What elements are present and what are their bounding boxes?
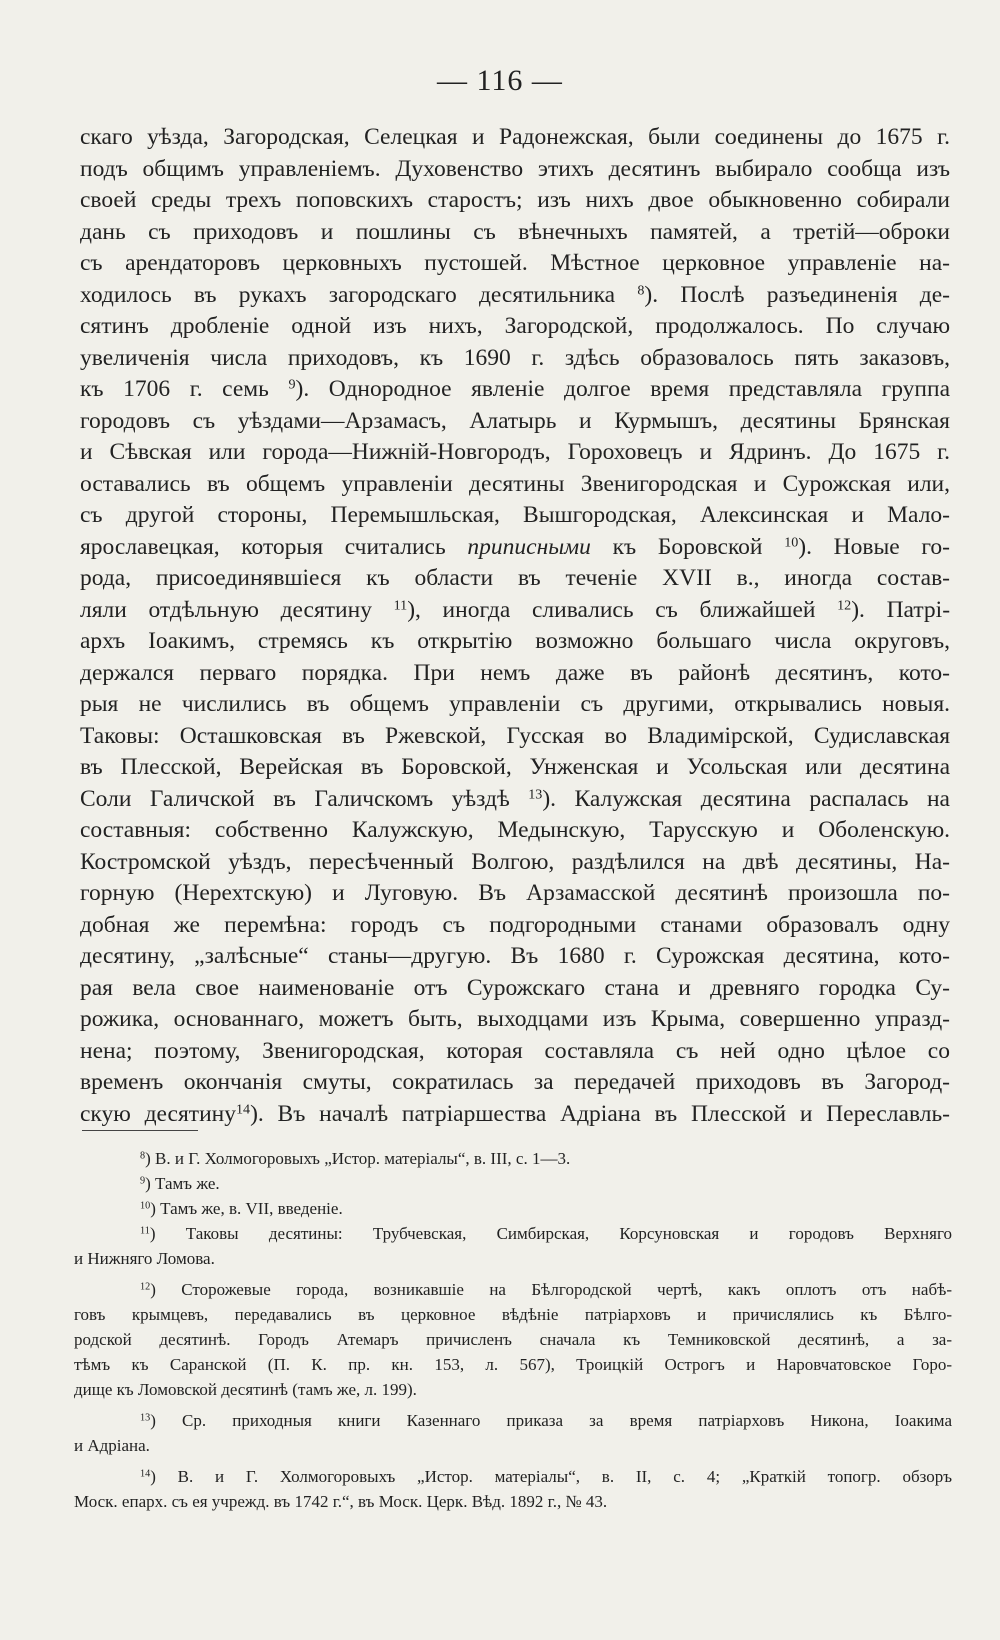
footnote-text: Таковы десятины: Трубчевская, Симбирская, Корсуновская и городовъ Верхняго xyxy=(185,1224,952,1243)
footnote-13: $^{13}$) Ср. приходныя книги Казеннаго приказа за время патріарховъ Никона, Іоакима xyxy=(140,1411,952,1430)
text-segment: къ Боровской xyxy=(590,533,763,560)
text-line: съ арендаторовъ церковныхъ пустошей. Мѣстное церковное управленіе на- xyxy=(80,250,950,276)
footnotes xyxy=(74,1146,952,1514)
text-line: и Сѣвская или города—Нижній-Новгородъ, Гороховецъ и Ядринъ. До 1675 г. xyxy=(80,439,950,465)
text-line: рыя не числились въ общемъ управленіи съ другими, открывались новыя. xyxy=(80,691,950,717)
footnote-10: $^{10}$) Тамъ же, в. VII, введеніе. xyxy=(140,1199,343,1218)
footnote-ref: 8 xyxy=(637,281,645,298)
italic-term: приписными xyxy=(467,533,591,560)
text-line: дань съ приходовъ и пошлины съ вѣнечныхъ памятей, а третій—оброки xyxy=(80,218,950,245)
footnote-marker: 8 xyxy=(140,1150,146,1162)
footnote-marker: 9 xyxy=(140,1175,146,1187)
footnote-marker: 13 xyxy=(140,1412,151,1424)
footnote-text: В. и Г. Холмогоровыхъ „Истор. матеріалы“, в. II, с. 4; „Краткій топогр. обзоръ xyxy=(177,1467,952,1486)
text-segment: ляли отдѣльную десятину xyxy=(80,596,372,623)
footnote-13-cont: и Адріана. xyxy=(74,1436,150,1455)
text-line: составныя: собственно Калужскую, Медынскую, Тарусскую и Оболенскую. xyxy=(80,817,950,843)
footnote-separator xyxy=(82,1130,198,1131)
text-line: скаго уѣзда, Загородская, Селецкая и Радонежская, были соединены до 1675 г. xyxy=(80,124,950,150)
text-line: держался перваго порядка. При немъ даже въ районѣ десятинъ, кото- xyxy=(80,659,950,686)
footnote-ref: 9 xyxy=(288,376,296,393)
text-line xyxy=(80,784,950,816)
footnote-text: Тамъ же. xyxy=(155,1174,220,1193)
footnote-marker: 14 xyxy=(140,1468,151,1480)
text-line: рода, присоединявшіеся къ области въ теченіе XVII в., иногда состав- xyxy=(80,565,950,591)
footnote-12-cont: тѣмъ къ Саранской (П. К. пр. кн. 153, л. 567), Троицкій Острогъ и Наровчатовское Горо- xyxy=(74,1355,952,1374)
text-line: рая вела свое наименованіе отъ Сурожскаго стана и древняго городка Су- xyxy=(80,974,950,1001)
footnote-12-cont: дище къ Ломовской десятинѣ (тамъ же, л. 199). xyxy=(74,1380,417,1399)
text-line: городовъ съ уѣздами—Арзамасъ, Алатырь и Курмышъ, десятины Брянская xyxy=(80,407,950,434)
text-line: увеличенія числа приходовъ, къ 1690 г. здѣсь образовалось пять заказовъ, xyxy=(80,344,950,371)
footnote-marker: 11 xyxy=(140,1225,150,1237)
text-line: добная же перемѣна: городъ съ подгородными станами образовалъ одну xyxy=(80,911,950,938)
footnote-ref: 14 xyxy=(235,1100,251,1117)
footnote-marker: 10 xyxy=(140,1200,151,1212)
text-line: временъ окончанія смуты, сократилась за передачей приходовъ въ Загород- xyxy=(80,1069,950,1095)
text-line: Костромской уѣздъ, пересѣченный Волгою, раздѣлился на двѣ десятины, На- xyxy=(80,848,950,875)
text-segment: ). Калужская десятина распалась на xyxy=(542,785,950,812)
footnote-ref: 10 xyxy=(784,533,799,550)
text-line: архъ Іоакимъ, стремясь къ открытію возможно большаго числа округовъ, xyxy=(80,628,950,654)
text-line xyxy=(80,532,950,564)
footnote-text: В. и Г. Холмогоровыхъ „Истор. матеріалы“, в. III, с. 1—3. xyxy=(155,1149,571,1168)
footnote-text: Ср. приходныя книги Казеннаго приказа за время патріарховъ Никона, Іоакима xyxy=(182,1411,952,1430)
footnote-14-cont: Моск. епарх. съ ея учрежд. въ 1742 г.“, въ Моск. Церк. Вѣд. 1892 г., № 43. xyxy=(74,1492,608,1511)
text-line: нена; поэтому, Звенигородская, которая составляла съ ней одно цѣлое со xyxy=(80,1037,950,1064)
text-segment: ), иногда сливались съ ближайшей xyxy=(407,596,816,623)
footnote-11: $^{11}$) Таковы десятины: Трубчевская, Симбирская, Корсуновская и городовъ Верхняго xyxy=(140,1224,952,1243)
text-line: Таковы: Осташковская въ Ржевской, Гусская во Владимірской, Судиславская xyxy=(80,722,950,749)
footnote-14: $^{14}$) В. и Г. Холмогоровыхъ „Истор. матеріалы“, в. II, с. 4; „Краткій топогр. обзоръ xyxy=(140,1467,952,1486)
text-line: десятину, „залѣсные“ станы—другую. Въ 1680 г. Сурожская десятина, кото- xyxy=(80,943,950,969)
footnote-ref: 11 xyxy=(393,596,408,613)
text-line: въ Плесской, Верейская въ Боровской, Унженская и Усольская или десятина xyxy=(80,754,950,780)
text-segment: скую десятину xyxy=(80,1100,236,1127)
text-segment: ярославецкая, которыя считались xyxy=(80,533,446,560)
body-text xyxy=(80,122,950,1130)
footnote-12: $^{12}$) Сторожевые города, возникавшіе на Бѣлгородской чертѣ, какъ оплотъ отъ набѣ- xyxy=(140,1280,952,1299)
text-segment: къ 1706 г. семь xyxy=(80,376,269,402)
text-line xyxy=(80,1099,950,1131)
text-line: оставались въ общемъ управленіи десятины Звенигородская и Сурожская или, xyxy=(80,470,950,497)
footnote-text: Сторожевые города, возникавшіе на Бѣлгородской чертѣ, какъ оплотъ отъ набѣ- xyxy=(181,1280,952,1299)
footnote-9: $^9$) Тамъ же. xyxy=(140,1174,220,1193)
text-line: горную (Нерехтскую) и Луговую. Въ Арзамасской десятинѣ произошла по- xyxy=(80,880,950,906)
text-segment: ). Однородное явленіе долгое время представляла группа xyxy=(295,376,951,402)
footnote-12-cont: говъ крымцевъ, передавались въ церковное вѣдѣніе патріарховъ и причислялись къ Бѣлго- xyxy=(74,1305,952,1324)
text-line xyxy=(80,374,950,406)
text-segment: ). Въ началѣ патріаршества Адріана въ Плесской и Переславль- xyxy=(250,1100,950,1127)
text-line: подъ общимъ управленіемъ. Духовенство этихъ десятинъ выбирало сообща изъ xyxy=(80,155,950,182)
text-segment: ). Новые го- xyxy=(798,533,951,560)
footnote-marker: 12 xyxy=(140,1281,151,1293)
footnote-12-cont: родской десятинѣ. Городъ Атемаръ причисленъ сначала къ Темниковской десятинѣ, а за- xyxy=(74,1330,952,1349)
footnote-ref: 12 xyxy=(837,596,852,613)
text-segment: Соли Галичской въ Галичскомъ уѣздѣ xyxy=(80,785,510,812)
text-line: своей среды трехъ поповскихъ старостъ; изъ нихъ двое обыкновенно собирали xyxy=(80,187,950,213)
text-segment: ходилось въ рукахъ загородскаго десятильника xyxy=(80,281,616,308)
text-segment: ). Патрі- xyxy=(851,596,951,623)
footnote-ref: 13 xyxy=(528,785,543,802)
text-line: сятинъ дробленіе одной изъ нихъ, Загородской, продолжалось. По случаю xyxy=(80,313,950,339)
text-line: съ другой стороны, Перемышльская, Вышгородская, Алексинская и Мало- xyxy=(80,502,950,528)
text-line xyxy=(80,280,950,312)
footnote-8: $^8$) В. и Г. Холмогоровыхъ „Истор. матеріалы“, в. III, с. 1—3. xyxy=(140,1149,571,1168)
text-line xyxy=(80,595,950,627)
text-line: рожика, основаннаго, можетъ быть, выходцами изъ Крыма, совершенно упразд- xyxy=(80,1006,950,1032)
page-number: — 116 — xyxy=(437,64,563,97)
footnote-11-cont: и Нижняго Ломова. xyxy=(74,1249,215,1268)
footnote-text: Тамъ же, в. VII, введеніе. xyxy=(160,1199,343,1218)
text-segment: ). Послѣ разъединенія де- xyxy=(644,281,950,308)
